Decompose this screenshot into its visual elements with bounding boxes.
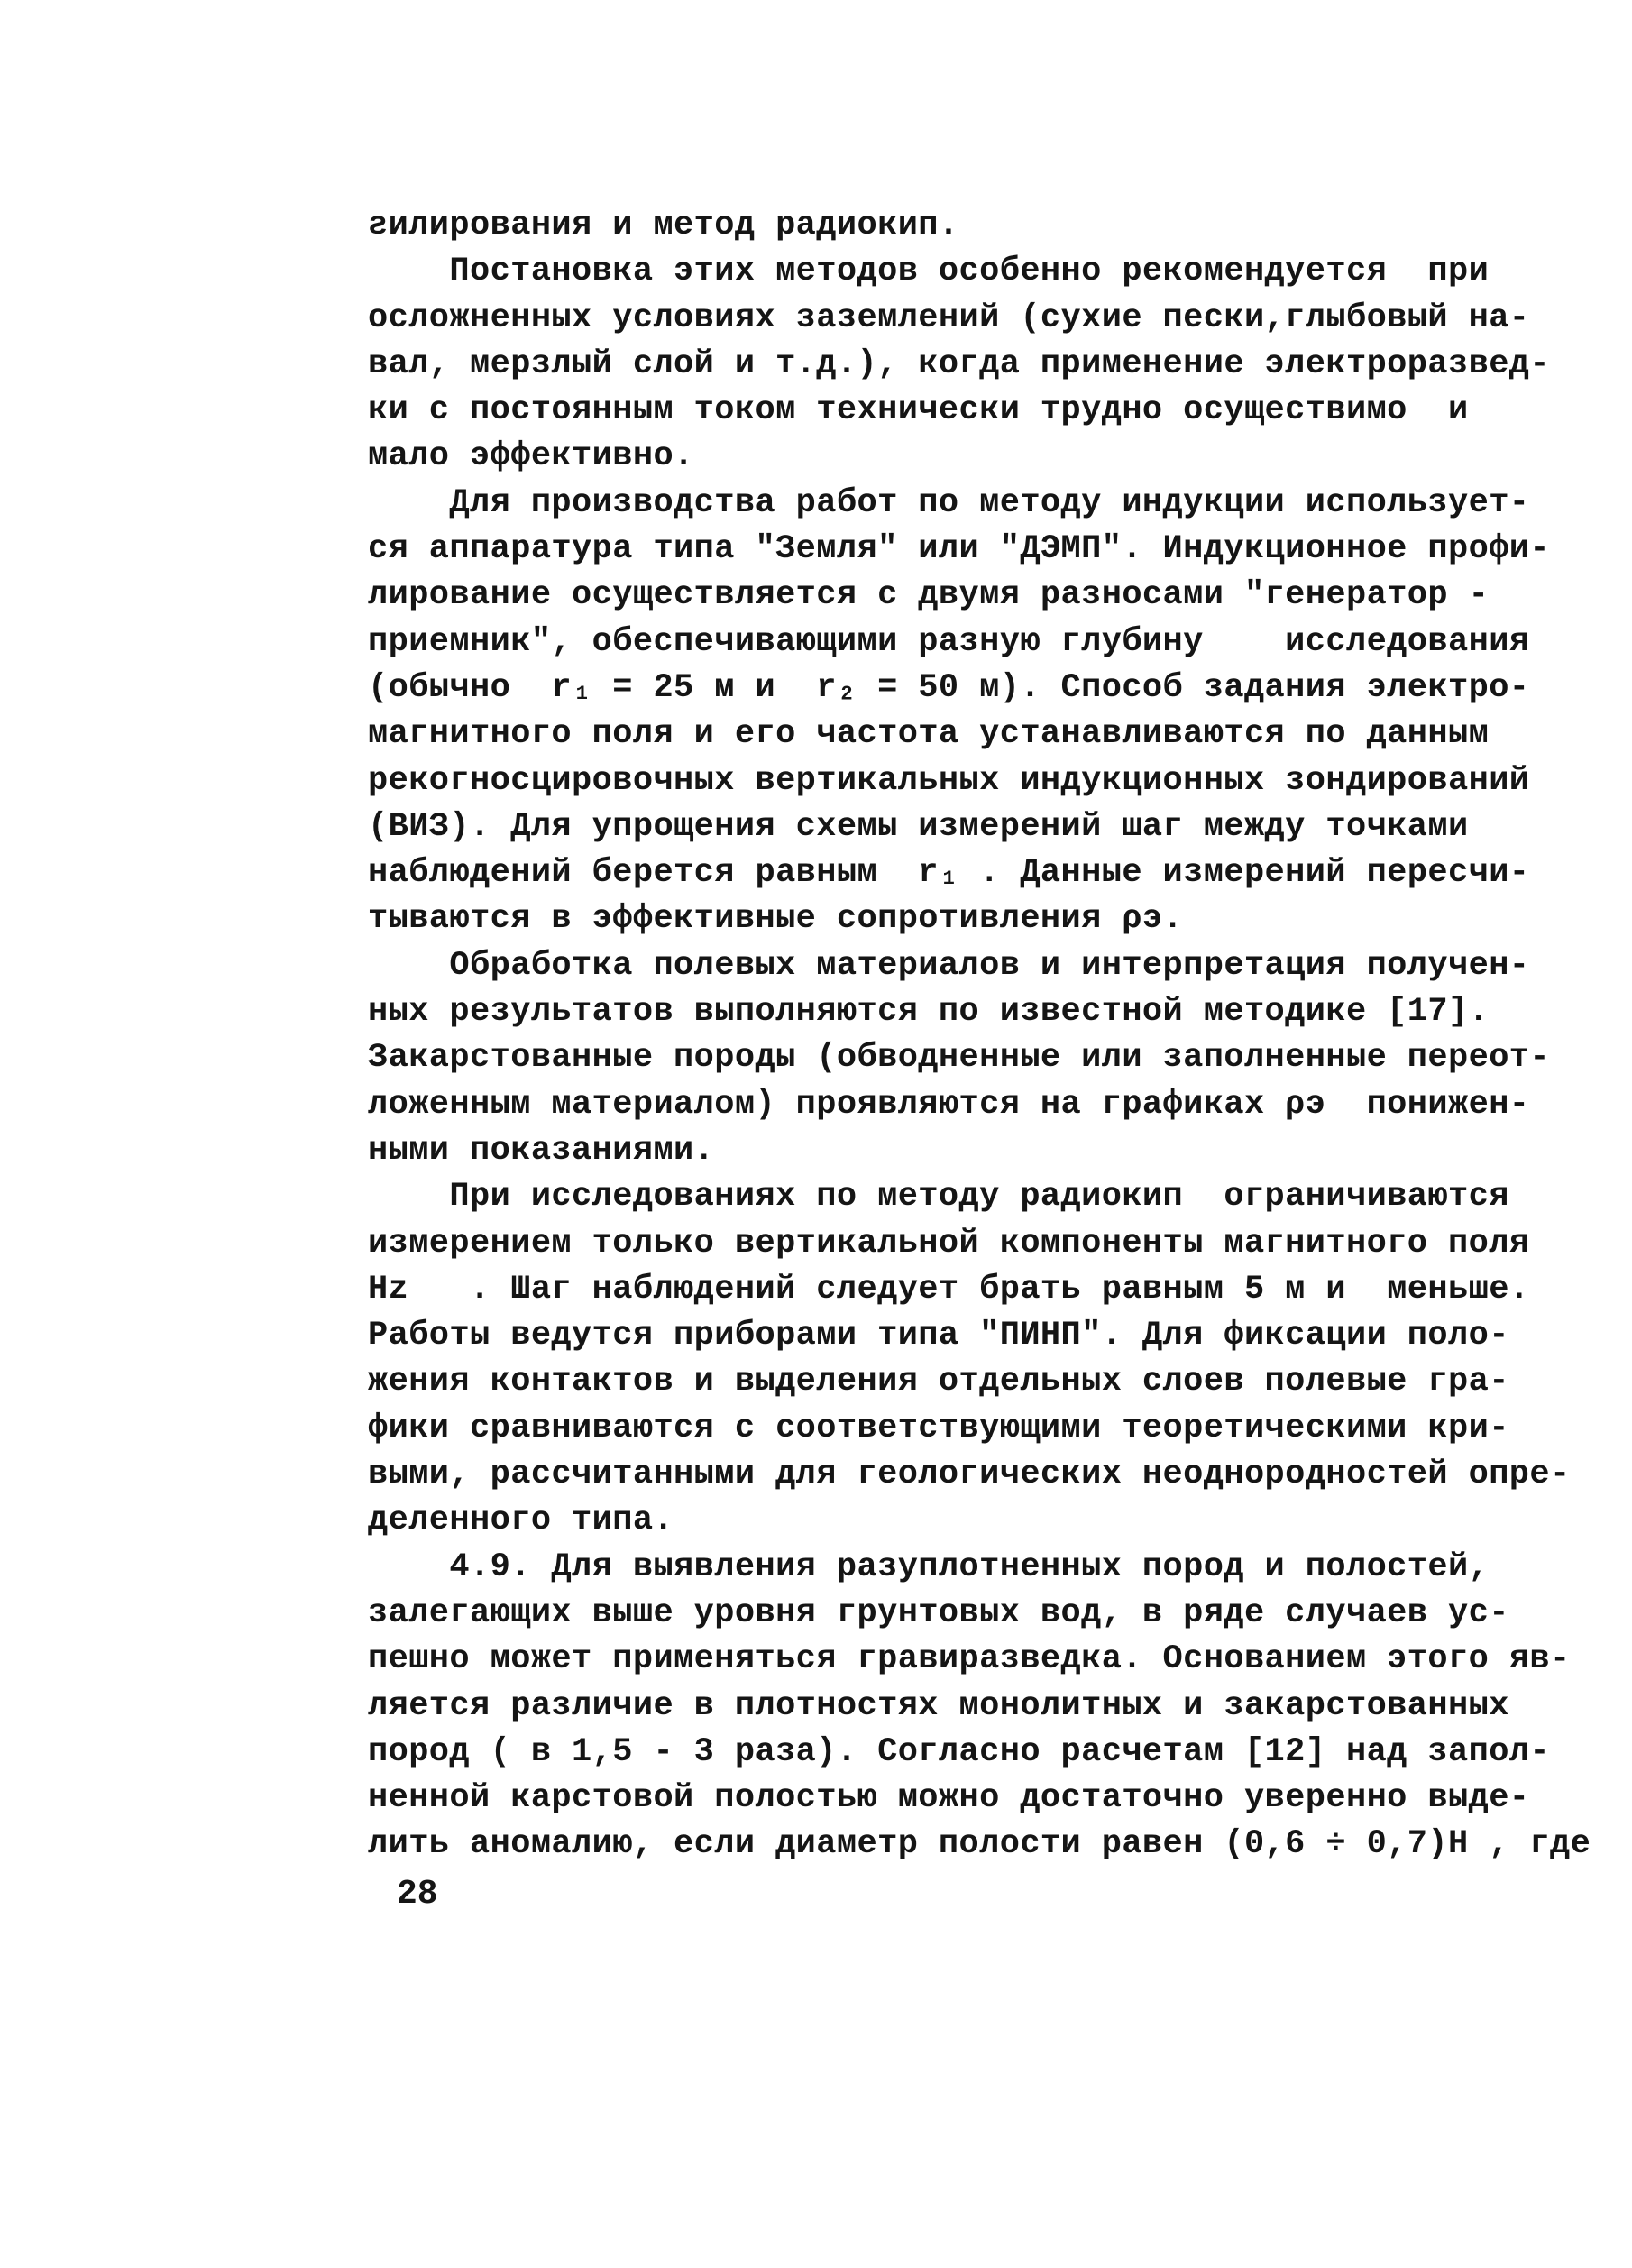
text-line: пешно может применяться гравиразведка. Основанием этого яв- [368,1640,1571,1679]
text-line: мало эффективно. [368,437,694,476]
text-line: Работы ведутся приборами типа "ПИНП". Для фиксации поло- [368,1317,1509,1355]
page-number: 28 [397,1875,438,1914]
text-line: жения контактов и выделения отдельных слоев полевые гра- [368,1363,1509,1401]
body-text [368,203,1591,1869]
text-line: ляется различие в плотностях монолитных и закарстованных [368,1686,1509,1725]
text-line: ƨилирования и метод радиокип. [368,207,959,244]
text-line: залегающих выше уровня грунтовых вод, в ряде случаев ус- [368,1593,1509,1632]
text-line: приемник", обеспечивающими разную глубину исследования [368,622,1530,661]
text-line: ных результатов выполняются по известной методике [17]. [368,993,1490,1032]
text-line: ными показаниями. [368,1131,715,1170]
text-line: выми, рассчитанными для геологических неоднородностей опре- [368,1455,1571,1494]
text-line: деленного типа. [368,1501,674,1540]
text-line: тываются в эффективные сопротивления ρэ. [368,900,1184,939]
text-line: фики сравниваются с соответствующими теоретическими кри- [368,1409,1509,1447]
text-line: магнитного поля и его частота устанавливаются по данным [368,715,1490,754]
text-line: Для производства работ по методу индукции использует- [368,483,1530,522]
text-line: (ВИЗ). Для упрощения схемы измерений шаг между точками [368,807,1469,846]
text-line: лирование осуществляется с двумя разносами "генератор - [368,576,1490,615]
text-line: пород ( в 1,5 - 3 раза). Согласно расчетам [12] над запол- [368,1732,1551,1771]
text-line: измерением только вертикальной компоненты магнитного поля [368,1224,1530,1263]
text-line: Hz . Шаг наблюдений следует брать равным 5 м и меньше. [368,1270,1530,1308]
text-line: Обработка полевых материалов и интерпретация получен- [368,946,1530,985]
text-line: При исследованиях по методу радиокип ограничиваются [368,1178,1509,1217]
text-line: ки с постоянным током технически трудно осуществимо и [368,391,1469,430]
text-line: наблюдений берется равным r₁ . Данные измерений пересчи- [368,854,1530,893]
text-line: Закарстованные породы (обводненные или заполненные переот- [368,1039,1551,1078]
text-line: лить аномалию, если диаметр полости равен (0,6 ÷ 0,7)Н , где [368,1825,1591,1864]
text-line: ложенным материалом) проявляются на графиках ρэ понижен- [368,1085,1530,1124]
text-line: вал, мерзлый слой и т.д.), когда применение электроразвед- [368,344,1551,383]
text-line: Постановка этих методов особенно рекомендуется при [368,253,1490,291]
text-line: ся аппаратура типа "Земля" или "ДЭМП". Индукционное профи- [368,530,1551,569]
text-line: рекогносцировочных вертикальных индукционных зондирований [368,761,1530,800]
text-line: 4.9. Для выявления разуплотненных пород и полостей, [368,1547,1490,1586]
text-line: ненной карстовой полостью можно достаточно уверенно выде- [368,1779,1530,1818]
text-line: (обычно r₁ = 25 м и r₂ = 50 м). Способ задания электро- [368,668,1530,707]
text-line: осложненных условиях заземлений (сухие пески,глыбовый на- [368,298,1530,337]
